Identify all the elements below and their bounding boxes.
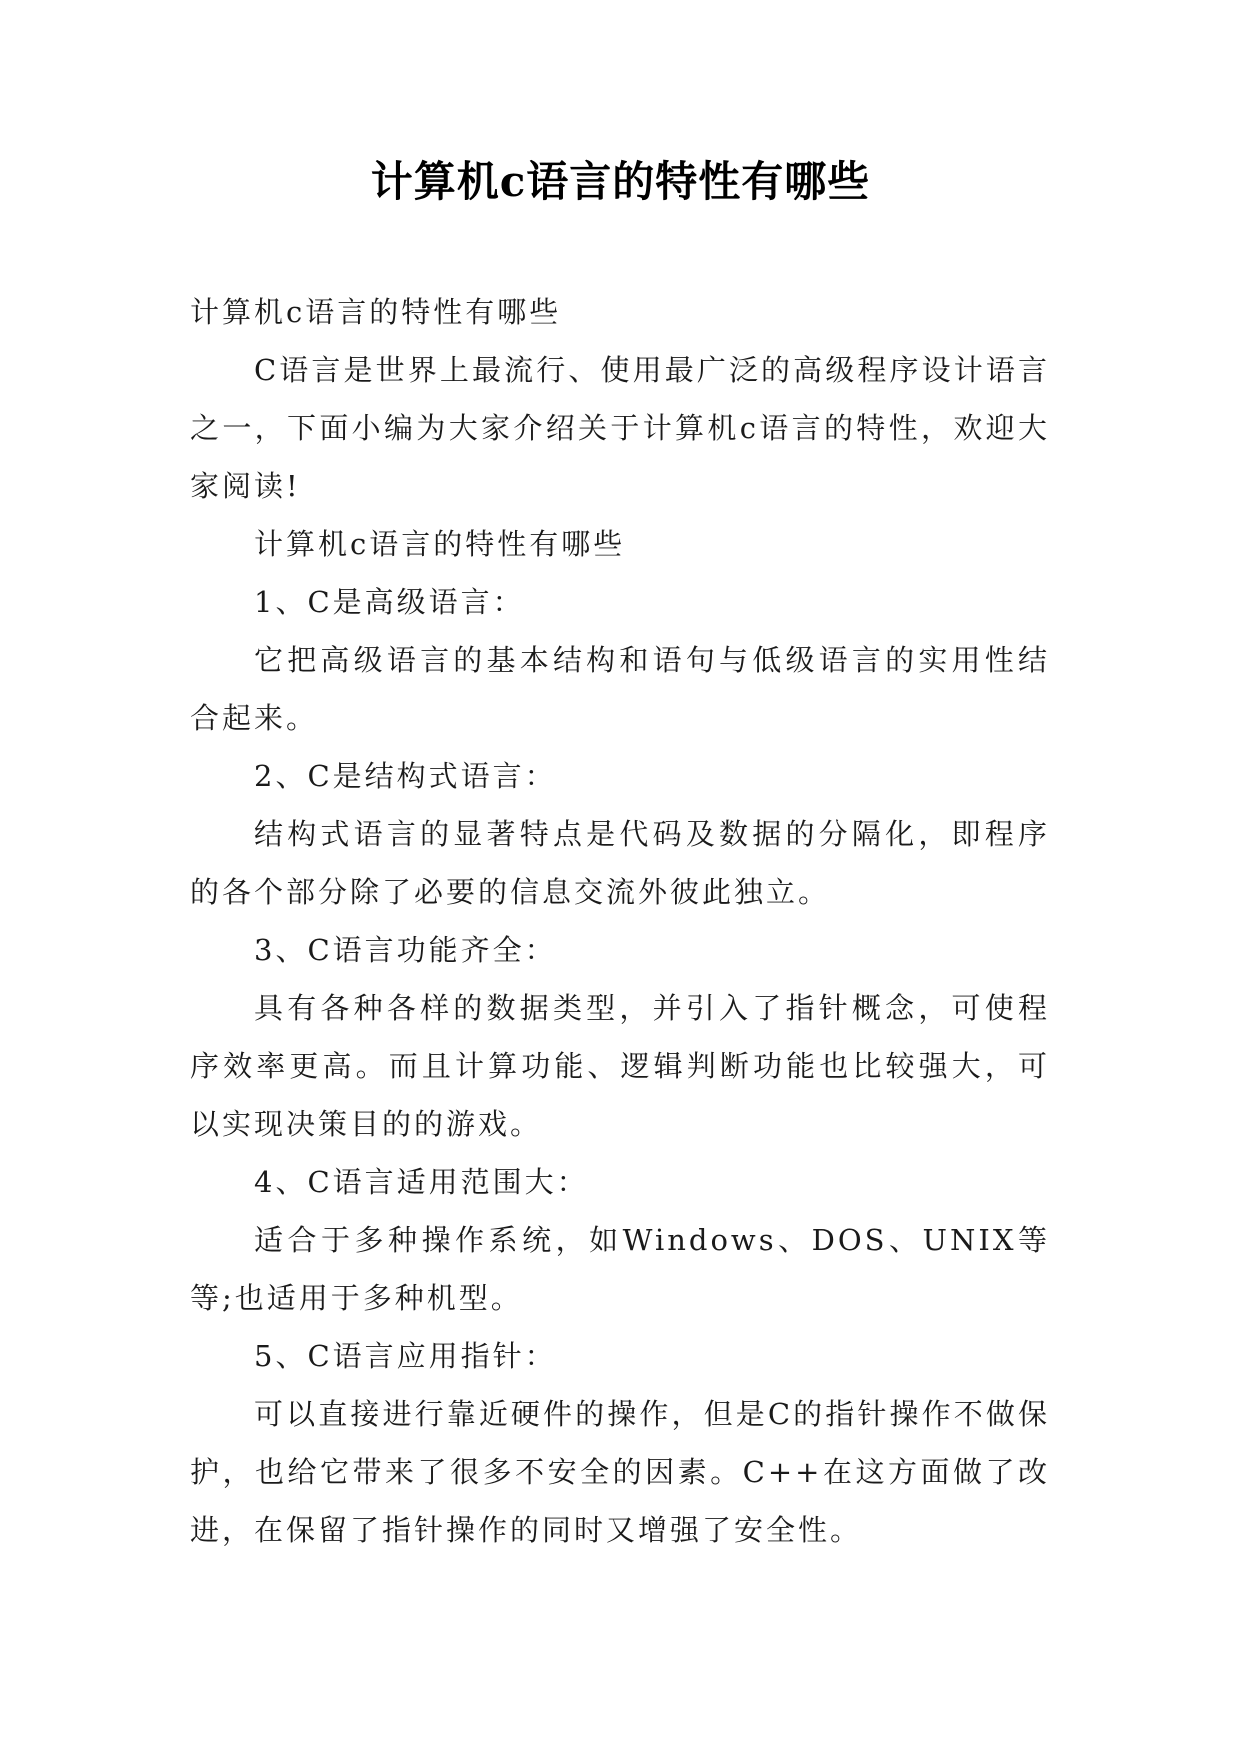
- document-title: 计算机c语言的特性有哪些: [370, 157, 871, 206]
- paragraph: 可以直接进行靠近硬件的操作，但是C的指针操作不做保护，也给它带来了很多不安全的因素。C++在这方面做了改进，在保留了指针操作的同时又增强了安全性。: [190, 1397, 1050, 1547]
- paragraph: C语言是世界上最流行、使用最广泛的高级程序设计语言之一，下面小编为大家介绍关于计算机c语言的特性，欢迎大家阅读!: [190, 353, 1050, 503]
- paragraph: 5、C语言应用指针：: [254, 1339, 557, 1373]
- paragraph: 结构式语言的显著特点是代码及数据的分隔化，即程序的各个部分除了必要的信息交流外彼此独立。: [190, 817, 1050, 909]
- paragraph: 4、C语言适用范围大：: [254, 1165, 589, 1199]
- paragraph: 具有各种各样的数据类型，并引入了指针概念，可使程序效率更高。而且计算功能、逻辑判断功能也比较强大，可以实现决策目的的游戏。: [190, 991, 1050, 1141]
- paragraph: 计算机c语言的特性有哪些: [254, 527, 626, 561]
- paragraph: 3、C语言功能齐全：: [254, 933, 557, 967]
- paragraph: 它把高级语言的基本结构和语句与低级语言的实用性结合起来。: [190, 643, 1050, 735]
- document-body: [190, 283, 1050, 1559]
- paragraph: 适合于多种操作系统，如Windows、DOS、UNIX等等;也适用于多种机型。: [190, 1223, 1050, 1315]
- paragraph: 1、C是高级语言：: [254, 585, 525, 619]
- paragraph: 2、C是结构式语言：: [254, 759, 557, 793]
- paragraph: 计算机c语言的特性有哪些: [190, 295, 562, 329]
